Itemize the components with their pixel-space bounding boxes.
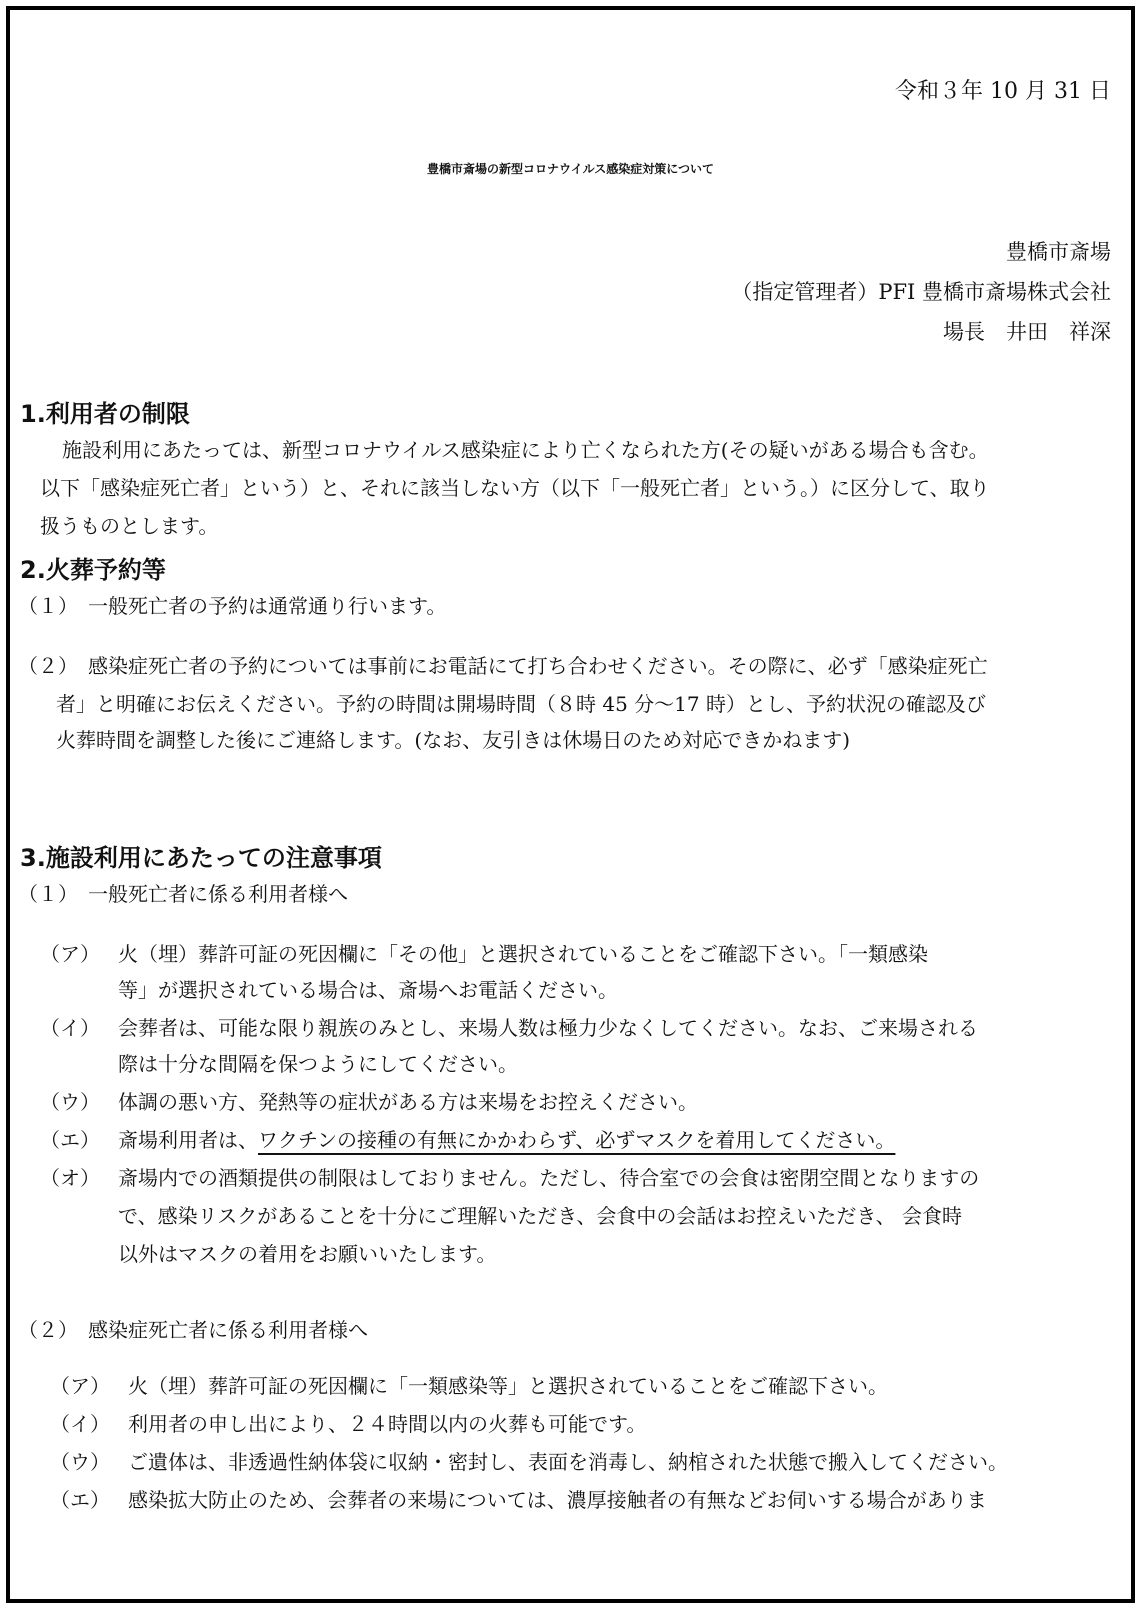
item-marker: （ウ） bbox=[50, 1450, 110, 1474]
section-1-heading: 1.利用者の制限 bbox=[20, 400, 190, 428]
underlined-text: ワクチンの接種の有無にかかわらず、必ずマスクを着用してください。 bbox=[258, 1128, 896, 1152]
item-number: （２） bbox=[18, 654, 78, 678]
item-marker: （ア） bbox=[50, 1374, 110, 1398]
document-page bbox=[6, 6, 1135, 1603]
section-1-line: 以下「感染症死亡者」という）と、それに該当しない方（以下「一般死亡者」という。）に区分して、取り bbox=[40, 476, 990, 500]
item-text: 火葬時間を調整した後にご連絡します。(なお、友引きは休場日のため対応できかねます) bbox=[56, 728, 851, 752]
item-text: 感染拡大防止のため、会葬者の来場については、濃厚接触者の有無などお伺いする場合がありま bbox=[128, 1488, 987, 1512]
item-marker: （オ） bbox=[40, 1166, 100, 1190]
item-text: 斎場内での酒類提供の制限はしておりません。ただし、待合室での会食は密閉空間となりますの bbox=[118, 1166, 980, 1190]
item-marker: （イ） bbox=[40, 1016, 100, 1040]
item-marker: （ウ） bbox=[40, 1090, 100, 1114]
org-head: 場長 井田 祥深 bbox=[943, 320, 1111, 344]
item-marker: （ア） bbox=[40, 942, 100, 966]
section-2-heading: 2.火葬予約等 bbox=[20, 556, 166, 584]
item-text: 会葬者は、可能な限り親族のみとし、来場人数は極力少なくしてください。なお、ご来場される bbox=[118, 1016, 978, 1040]
item-number: （２） bbox=[18, 1318, 78, 1342]
section-1-line: 施設利用にあたっては、新型コロナウイルス感染症により亡くなられた方(その疑いがある場合も含む。 bbox=[62, 438, 989, 462]
item-text: 一般死亡者の予約は通常通り行います。 bbox=[88, 594, 447, 618]
item-marker: （イ） bbox=[50, 1412, 110, 1436]
item-text-plain: 斎場利用者は、 bbox=[118, 1128, 258, 1152]
item-number: （１） bbox=[18, 594, 78, 618]
org-name: 豊橋市斎場 bbox=[1006, 240, 1111, 264]
document-date: 令和３年 10 月 31 日 bbox=[895, 79, 1111, 104]
item-text: 際は十分な間隔を保つようにしてください。 bbox=[118, 1052, 518, 1076]
item-text: 以外はマスクの着用をお願いいたします。 bbox=[118, 1242, 497, 1266]
item-text: 等」が選択されている場合は、斎場へお電話ください。 bbox=[118, 978, 618, 1002]
subsection-title: 感染症死亡者に係る利用者様へ bbox=[88, 1318, 368, 1342]
item-text: ご遺体は、非透過性納体袋に収納・密封し、表面を消毒し、納棺された状態で搬入してください。 bbox=[128, 1450, 1008, 1474]
document-title: 豊橋市斎場の新型コロナウイルス感染症対策について bbox=[426, 162, 715, 176]
subsection-title: 一般死亡者に係る利用者様へ bbox=[88, 882, 348, 906]
item-text bbox=[118, 1128, 895, 1152]
section-1-line: 扱うものとします。 bbox=[40, 514, 219, 538]
item-number: （１） bbox=[18, 882, 78, 906]
item-text: 利用者の申し出により、２４時間以内の火葬も可能です。 bbox=[128, 1412, 647, 1436]
item-marker: （エ） bbox=[40, 1128, 100, 1152]
item-text: 感染症死亡者の予約については事前にお電話にて打ち合わせください。その際に、必ず「感染症死亡 bbox=[88, 654, 988, 678]
section-3-heading: 3.施設利用にあたっての注意事項 bbox=[20, 844, 382, 872]
item-text: で、感染リスクがあることを十分にご理解いただき、会食中の会話はお控えいただき、 会食時 bbox=[118, 1204, 962, 1228]
item-marker: （エ） bbox=[50, 1488, 110, 1512]
item-text: 火（埋）葬許可証の死因欄に「一類感染等」と選択されていることをご確認下さい。 bbox=[128, 1374, 888, 1398]
item-text: 者」と明確にお伝えください。予約の時間は開場時間（８時 45 分～17 時）とし、予約状況の確認及び bbox=[56, 692, 986, 716]
org-manager: （指定管理者）PFI 豊橋市斎場株式会社 bbox=[731, 280, 1111, 304]
item-text: 火（埋）葬許可証の死因欄に「その他」と選択されていることをご確認下さい。「一類感染 bbox=[118, 942, 928, 966]
item-text: 体調の悪い方、発熱等の症状がある方は来場をお控えください。 bbox=[118, 1090, 698, 1114]
